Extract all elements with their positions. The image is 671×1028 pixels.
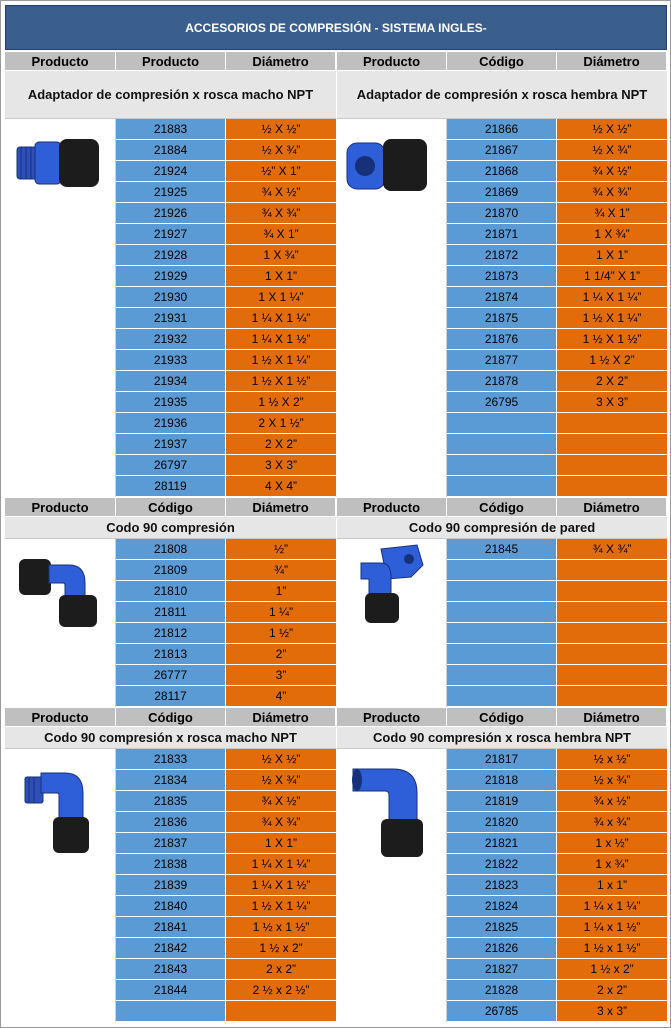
diameter-cell: 1 ½ X 2” bbox=[557, 350, 667, 371]
code-cell: 21841 bbox=[116, 917, 226, 938]
table-row bbox=[447, 140, 667, 161]
diameter-cell bbox=[557, 644, 667, 665]
table-row bbox=[116, 245, 336, 266]
block-elbow bbox=[5, 498, 336, 707]
diameter-cell bbox=[557, 581, 667, 602]
table-row bbox=[447, 371, 667, 392]
diameter-cell: 1 ½ X 2” bbox=[226, 392, 336, 413]
table-row bbox=[447, 1001, 667, 1022]
diameter-cell: ½ x ¾” bbox=[557, 770, 667, 791]
code-cell: 21933 bbox=[116, 350, 226, 371]
diameter-cell: ¾ X ¾” bbox=[226, 812, 336, 833]
table-row bbox=[116, 812, 336, 833]
table-row bbox=[447, 560, 667, 581]
table-row bbox=[447, 455, 667, 476]
table-row bbox=[116, 833, 336, 854]
table-row bbox=[447, 644, 667, 665]
code-cell: 21826 bbox=[447, 938, 557, 959]
header-row bbox=[337, 498, 667, 517]
product-image-cell bbox=[337, 539, 447, 707]
table-row bbox=[447, 581, 667, 602]
code-cell: 21867 bbox=[447, 140, 557, 161]
table-row bbox=[447, 938, 667, 959]
table-row bbox=[116, 434, 336, 455]
diameter-cell: 1 X 1 ¼” bbox=[226, 287, 336, 308]
table-row bbox=[447, 476, 667, 497]
table-row bbox=[447, 875, 667, 896]
code-cell: 21927 bbox=[116, 224, 226, 245]
table-row bbox=[116, 959, 336, 980]
code-cell: 21866 bbox=[447, 119, 557, 140]
header-row bbox=[5, 498, 336, 517]
diameter-cell: ½” bbox=[226, 539, 336, 560]
table-row bbox=[447, 833, 667, 854]
table-row bbox=[116, 749, 336, 770]
diameter-cell: ½ X ¾” bbox=[226, 770, 336, 791]
code-cell: 21936 bbox=[116, 413, 226, 434]
code-cell: 21809 bbox=[116, 560, 226, 581]
code-cell: 21836 bbox=[116, 812, 226, 833]
code-cell: 28119 bbox=[116, 476, 226, 497]
diameter-cell: 1” bbox=[226, 581, 336, 602]
diameter-cell: 1 X 1” bbox=[226, 266, 336, 287]
table-row bbox=[447, 917, 667, 938]
code-cell: 21834 bbox=[116, 770, 226, 791]
table-row bbox=[116, 980, 336, 1001]
header-codigo: Código bbox=[116, 708, 226, 727]
diameter-cell bbox=[557, 686, 667, 707]
table-row bbox=[116, 770, 336, 791]
table-row bbox=[116, 224, 336, 245]
diameter-cell: ¾ X ¾” bbox=[557, 539, 667, 560]
header-producto: Producto bbox=[337, 52, 447, 71]
table-row bbox=[447, 350, 667, 371]
table-row bbox=[447, 854, 667, 875]
code-cell: 21833 bbox=[116, 749, 226, 770]
code-cell: 21926 bbox=[116, 203, 226, 224]
code-cell: 21844 bbox=[116, 980, 226, 1001]
product-title: Adaptador de compresión x rosca macho NPT bbox=[5, 71, 336, 119]
header-row bbox=[337, 52, 667, 71]
table-row bbox=[447, 392, 667, 413]
table-row bbox=[116, 644, 336, 665]
table-row bbox=[116, 623, 336, 644]
code-cell: 21877 bbox=[447, 350, 557, 371]
diameter-cell: 1 ¼ X 1 ¼” bbox=[226, 854, 336, 875]
male-elbow-icon bbox=[21, 765, 101, 861]
table-row bbox=[116, 896, 336, 917]
code-cell bbox=[447, 581, 557, 602]
table-row bbox=[116, 560, 336, 581]
code-cell bbox=[447, 665, 557, 686]
table-row bbox=[447, 287, 667, 308]
table-row bbox=[447, 980, 667, 1001]
code-cell: 21924 bbox=[116, 161, 226, 182]
table-row bbox=[116, 140, 336, 161]
diameter-cell: 1 ½ X 1 ½” bbox=[226, 371, 336, 392]
header-diametro: Diámetro bbox=[557, 498, 667, 517]
elbow-90-icon bbox=[15, 549, 105, 631]
code-cell: 21930 bbox=[116, 287, 226, 308]
code-cell: 21823 bbox=[447, 875, 557, 896]
code-cell: 21813 bbox=[116, 644, 226, 665]
diameter-cell: 1 X ¾” bbox=[557, 224, 667, 245]
diameter-cell: 1 X ¾” bbox=[226, 245, 336, 266]
code-cell: 21873 bbox=[447, 266, 557, 287]
code-cell: 21878 bbox=[447, 371, 557, 392]
diameter-cell: ½ X ¾” bbox=[557, 140, 667, 161]
table-row bbox=[116, 686, 336, 707]
code-cell: 21840 bbox=[116, 896, 226, 917]
code-cell: 21824 bbox=[447, 896, 557, 917]
table-row bbox=[116, 476, 336, 497]
rows-b2 bbox=[447, 119, 667, 497]
table-row bbox=[116, 308, 336, 329]
diameter-cell: ¾ X 1” bbox=[557, 203, 667, 224]
header-producto: Producto bbox=[337, 708, 447, 727]
diameter-cell bbox=[557, 665, 667, 686]
table-row bbox=[447, 749, 667, 770]
diameter-cell: 4 X 4” bbox=[226, 476, 336, 497]
header-codigo: Código bbox=[447, 52, 557, 71]
table-row bbox=[447, 329, 667, 350]
table-row bbox=[447, 623, 667, 644]
female-elbow-icon bbox=[349, 761, 435, 861]
table-row bbox=[116, 287, 336, 308]
male-adapter-icon bbox=[13, 129, 105, 199]
code-cell: 21828 bbox=[447, 980, 557, 1001]
rows-b4 bbox=[447, 539, 667, 707]
code-cell bbox=[447, 455, 557, 476]
product-image-cell bbox=[5, 119, 116, 497]
diameter-cell: 2 x 2” bbox=[557, 980, 667, 1001]
diameter-cell: ¾ X ½” bbox=[226, 182, 336, 203]
code-cell: 21937 bbox=[116, 434, 226, 455]
diameter-cell: 3” bbox=[226, 665, 336, 686]
diameter-cell: ¾ X ½” bbox=[557, 161, 667, 182]
table-row bbox=[116, 119, 336, 140]
product-image-cell bbox=[5, 749, 116, 1022]
code-cell: 21838 bbox=[116, 854, 226, 875]
code-cell bbox=[447, 413, 557, 434]
code-cell: 21925 bbox=[116, 182, 226, 203]
table-row bbox=[116, 602, 336, 623]
product-title: Codo 90 compresión bbox=[5, 517, 336, 539]
code-cell: 21929 bbox=[116, 266, 226, 287]
table-row bbox=[447, 686, 667, 707]
block-female-adapter bbox=[337, 52, 667, 497]
table-row bbox=[116, 455, 336, 476]
code-cell bbox=[447, 434, 557, 455]
diameter-cell: 1 ½ X 1 ¼” bbox=[226, 896, 336, 917]
table-row bbox=[116, 413, 336, 434]
table-row bbox=[447, 959, 667, 980]
code-cell: 21934 bbox=[116, 371, 226, 392]
rows-b6 bbox=[447, 749, 667, 1022]
header-diametro: Diámetro bbox=[557, 708, 667, 727]
code-cell: 21928 bbox=[116, 245, 226, 266]
diameter-cell bbox=[557, 602, 667, 623]
table-row bbox=[116, 875, 336, 896]
diameter-cell: 1 x 1” bbox=[557, 875, 667, 896]
diameter-cell: 2 X 2” bbox=[226, 434, 336, 455]
code-cell: 21820 bbox=[447, 812, 557, 833]
code-cell: 21869 bbox=[447, 182, 557, 203]
diameter-cell: ½ X ¾” bbox=[226, 140, 336, 161]
table-row bbox=[447, 182, 667, 203]
rows-b5 bbox=[116, 749, 336, 1022]
diameter-cell: ¾ X 1” bbox=[226, 224, 336, 245]
code-cell bbox=[447, 644, 557, 665]
diameter-cell: 2 X 2” bbox=[557, 371, 667, 392]
diameter-cell: 1 ¼ X 1 ½” bbox=[226, 329, 336, 350]
table-row bbox=[116, 266, 336, 287]
code-cell: 21810 bbox=[116, 581, 226, 602]
code-cell: 21811 bbox=[116, 602, 226, 623]
diameter-cell: 3 X 3” bbox=[226, 455, 336, 476]
diameter-cell: 1 ½” bbox=[226, 623, 336, 644]
code-cell: 21808 bbox=[116, 539, 226, 560]
table-row bbox=[116, 1001, 336, 1022]
diameter-cell bbox=[557, 476, 667, 497]
female-adapter-icon bbox=[343, 131, 435, 201]
table-row bbox=[447, 665, 667, 686]
header-producto: Producto bbox=[5, 498, 116, 517]
header-producto: Producto bbox=[5, 52, 116, 71]
block-male-adapter bbox=[5, 52, 336, 497]
table-row bbox=[447, 413, 667, 434]
code-cell: 21821 bbox=[447, 833, 557, 854]
table-row bbox=[447, 224, 667, 245]
diameter-cell: 1 ¼ X 1 ¼” bbox=[226, 308, 336, 329]
diameter-cell: 1 ½ x 2” bbox=[226, 938, 336, 959]
table-row bbox=[116, 182, 336, 203]
code-cell: 21884 bbox=[116, 140, 226, 161]
code-cell: 21839 bbox=[116, 875, 226, 896]
diameter-cell: ½ x ½” bbox=[557, 749, 667, 770]
table-row bbox=[447, 266, 667, 287]
diameter-cell: ½ X ½” bbox=[226, 119, 336, 140]
header-diametro: Diámetro bbox=[226, 498, 336, 517]
code-cell: 28117 bbox=[116, 686, 226, 707]
code-cell bbox=[447, 602, 557, 623]
code-cell: 21837 bbox=[116, 833, 226, 854]
block-male-elbow bbox=[5, 708, 336, 1022]
diameter-cell: 2” bbox=[226, 644, 336, 665]
header-codigo: Código bbox=[447, 498, 557, 517]
diameter-cell bbox=[557, 413, 667, 434]
diameter-cell: ¾ x ¾” bbox=[557, 812, 667, 833]
diameter-cell: ¾ X ¾” bbox=[226, 203, 336, 224]
diameter-cell: 1 1/4” X 1” bbox=[557, 266, 667, 287]
code-cell bbox=[116, 1001, 226, 1022]
diameter-cell: ¾ X ¾” bbox=[557, 182, 667, 203]
code-cell bbox=[447, 560, 557, 581]
table-row bbox=[447, 161, 667, 182]
diameter-cell: 1 ¼ X 1 ¼” bbox=[557, 287, 667, 308]
code-cell: 26777 bbox=[116, 665, 226, 686]
code-cell: 21883 bbox=[116, 119, 226, 140]
header-producto: Producto bbox=[337, 498, 447, 517]
code-cell: 21872 bbox=[447, 245, 557, 266]
table-row bbox=[447, 245, 667, 266]
diameter-cell: 1 ¼ x 1 ½” bbox=[557, 917, 667, 938]
code-cell: 21875 bbox=[447, 308, 557, 329]
diameter-cell: ½ X ½” bbox=[557, 119, 667, 140]
rows-b1 bbox=[116, 119, 336, 497]
diameter-cell: ¾ X ½” bbox=[226, 791, 336, 812]
table-row bbox=[447, 602, 667, 623]
product-title: Codo 90 compresión de pared bbox=[337, 517, 667, 539]
table-row bbox=[447, 539, 667, 560]
table-row bbox=[447, 770, 667, 791]
product-title: Codo 90 compresión x rosca hembra NPT bbox=[337, 727, 667, 749]
table-row bbox=[116, 938, 336, 959]
header-row bbox=[337, 708, 667, 727]
diameter-cell: 4” bbox=[226, 686, 336, 707]
table-row bbox=[447, 203, 667, 224]
code-cell: 21827 bbox=[447, 959, 557, 980]
diameter-cell: 1 x ½” bbox=[557, 833, 667, 854]
diameter-cell bbox=[226, 1001, 336, 1022]
diameter-cell: 2 ½ x 2 ½” bbox=[226, 980, 336, 1001]
code-cell: 21825 bbox=[447, 917, 557, 938]
diameter-cell: 1 ½ X 1 ½” bbox=[557, 329, 667, 350]
table-row bbox=[447, 308, 667, 329]
header-row bbox=[5, 708, 336, 727]
product-title: Adaptador de compresión x rosca hembra NPT bbox=[337, 71, 667, 119]
table-row bbox=[116, 917, 336, 938]
table-row bbox=[116, 371, 336, 392]
block-female-elbow bbox=[337, 708, 667, 1022]
table-row bbox=[447, 791, 667, 812]
header-row bbox=[5, 52, 336, 71]
page-title: ACCESORIOS DE COMPRESIÓN - SISTEMA INGLES- bbox=[5, 5, 667, 50]
header-diametro: Diámetro bbox=[226, 708, 336, 727]
header-producto: Producto bbox=[5, 708, 116, 727]
code-cell: 21874 bbox=[447, 287, 557, 308]
code-cell: 21876 bbox=[447, 329, 557, 350]
diameter-cell bbox=[557, 623, 667, 644]
code-cell: 21843 bbox=[116, 959, 226, 980]
header-diametro: Diámetro bbox=[226, 52, 336, 71]
table-row bbox=[116, 161, 336, 182]
diameter-cell bbox=[557, 560, 667, 581]
block-wall-elbow bbox=[337, 498, 667, 707]
code-cell: 21835 bbox=[116, 791, 226, 812]
table-row bbox=[116, 392, 336, 413]
diameter-cell: 3 x 3” bbox=[557, 1001, 667, 1022]
table-row bbox=[116, 854, 336, 875]
diameter-cell: 1 ¼” bbox=[226, 602, 336, 623]
diameter-cell bbox=[557, 455, 667, 476]
wall-elbow-icon bbox=[351, 543, 431, 627]
code-cell: 21868 bbox=[447, 161, 557, 182]
diameter-cell: 1 X 1” bbox=[557, 245, 667, 266]
header-codigo: Código bbox=[447, 708, 557, 727]
product-title: Codo 90 compresión x rosca macho NPT bbox=[5, 727, 336, 749]
code-cell: 21822 bbox=[447, 854, 557, 875]
code-cell: 21817 bbox=[447, 749, 557, 770]
table-row bbox=[447, 896, 667, 917]
table-row bbox=[116, 350, 336, 371]
header-codigo: Código bbox=[116, 498, 226, 517]
table-row bbox=[116, 539, 336, 560]
diameter-cell: 1 ¼ X 1 ½” bbox=[226, 875, 336, 896]
header-codigo: Producto bbox=[116, 52, 226, 71]
diameter-cell: 1 X 1” bbox=[226, 833, 336, 854]
diameter-cell: ½” X 1” bbox=[226, 161, 336, 182]
code-cell: 21871 bbox=[447, 224, 557, 245]
product-image-cell bbox=[337, 119, 447, 497]
code-cell: 21932 bbox=[116, 329, 226, 350]
diameter-cell bbox=[557, 434, 667, 455]
diameter-cell: 1 ¼ x 1 ¼” bbox=[557, 896, 667, 917]
diameter-cell: 2 X 1 ½” bbox=[226, 413, 336, 434]
table-row bbox=[116, 665, 336, 686]
code-cell: 21931 bbox=[116, 308, 226, 329]
diameter-cell: 3 X 3” bbox=[557, 392, 667, 413]
table-row bbox=[116, 791, 336, 812]
code-cell: 21819 bbox=[447, 791, 557, 812]
table-row bbox=[447, 812, 667, 833]
diameter-cell: 1 ½ x 1 ½” bbox=[557, 938, 667, 959]
table-row bbox=[447, 434, 667, 455]
code-cell: 21870 bbox=[447, 203, 557, 224]
diameter-cell: 1 x ¾” bbox=[557, 854, 667, 875]
table-row bbox=[447, 119, 667, 140]
code-cell: 21812 bbox=[116, 623, 226, 644]
diameter-cell: ½ X ½” bbox=[226, 749, 336, 770]
rows-b3 bbox=[116, 539, 336, 707]
code-cell: 26785 bbox=[447, 1001, 557, 1022]
diameter-cell: 1 ½ x 1 ½” bbox=[226, 917, 336, 938]
table-row bbox=[116, 581, 336, 602]
code-cell bbox=[447, 476, 557, 497]
header-diametro: Diámetro bbox=[557, 52, 667, 71]
code-cell bbox=[447, 623, 557, 644]
product-image-cell bbox=[337, 749, 447, 1022]
code-cell: 26797 bbox=[116, 455, 226, 476]
diameter-cell: 1 ½ x 2” bbox=[557, 959, 667, 980]
table-row bbox=[116, 329, 336, 350]
product-image-cell bbox=[5, 539, 116, 707]
diameter-cell: ¾ x ½” bbox=[557, 791, 667, 812]
diameter-cell: 1 ½ X 1 ¼” bbox=[557, 308, 667, 329]
code-cell bbox=[447, 686, 557, 707]
table-row bbox=[116, 203, 336, 224]
diameter-cell: 2 x 2” bbox=[226, 959, 336, 980]
code-cell: 21842 bbox=[116, 938, 226, 959]
code-cell: 21818 bbox=[447, 770, 557, 791]
diameter-cell: ¾” bbox=[226, 560, 336, 581]
code-cell: 21845 bbox=[447, 539, 557, 560]
code-cell: 26795 bbox=[447, 392, 557, 413]
diameter-cell: 1 ½ X 1 ¼” bbox=[226, 350, 336, 371]
code-cell: 21935 bbox=[116, 392, 226, 413]
